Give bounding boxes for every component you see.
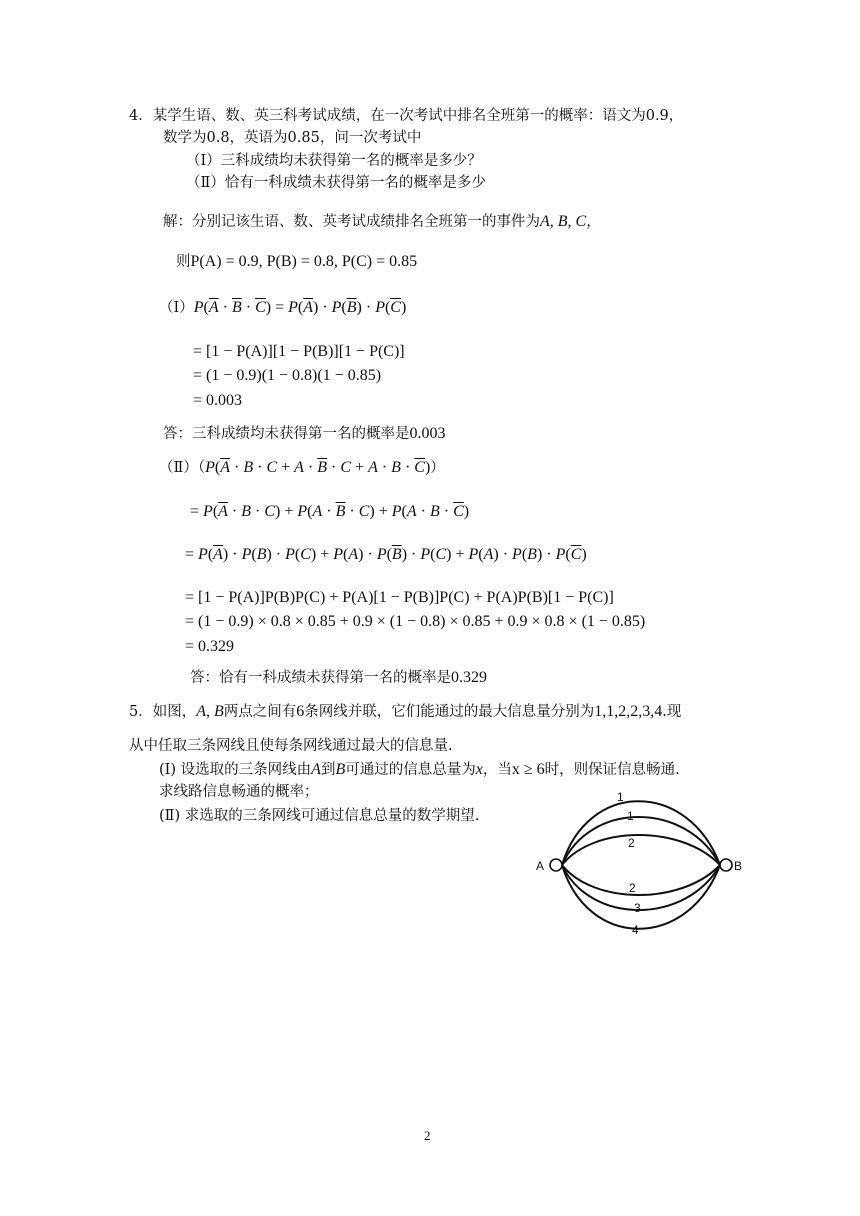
q4-part-2-formula: $(Ⅱ)(P(\overline{A} \cdot B \cdot C + A \cdot \overline{B} \cdot C + A \cdot B \cdot \overline{C}))$ (159, 459, 445, 476)
q4-part-2-step-4: = (1 − 0.9) × 0.8 × 0.85 + 0.9 × (1 − 0.8) × 0.85 + 0.9 × 0.8 × (1 − 0.85) (185, 613, 646, 630)
q4-part-2-step-2: = $P(\overline{A}) \cdot P(B) \cdot P(C) + P(A) \cdot P(\overline{B}) \cdot P(C) + P(A) \cdot P(B) \cdot P(\overline{C})$ (185, 546, 587, 563)
q4-line-1: 4．某学生语、数、英三科考试成绩，在一次考试中排名全班第一的概率：语文为0.9， (129, 108, 684, 124)
wire-6 (562, 865, 720, 929)
q5-part-1-question: (Ⅰ) 设选取的三条网线由A到B可通过的信息总量为x，当x ≥ 6时，则保证信息畅通. (159, 761, 680, 778)
q4-part-2-step-3: = [1 − P(A)]P(B)P(C) + P(A)[1 − P(B)]P(C) + P(A)P(B)[1 − P(C)] (185, 589, 614, 606)
q4-part-2-step-1: = $P(\overline{A} \cdot B \cdot C) + P(A \cdot \overline{B} \cdot C) + P(A \cdot B \cdot \overline{C})$ (190, 503, 470, 520)
q4-given-probabilities: 则P(A) = 0.9, P(B) = 0.8, P(C) = 0.85 (176, 253, 418, 270)
node-a-label: A (536, 859, 545, 873)
q5-part-1-question-cont: 求线路信息畅通的概率； (159, 784, 319, 800)
q4-part-1-question: （Ⅰ）三科成绩均未获得第一名的概率是多少？ (186, 153, 482, 169)
q5-line-1: 5．如图，A, B两点之间有6条网线并联，它们能通过的最大信息量分别为1,1,2,2,3,4.现 (129, 703, 682, 720)
wire-label-1: 1 (617, 790, 624, 804)
node-b-label: B (734, 859, 743, 873)
wire-label-3: 2 (628, 836, 635, 850)
wire-1 (562, 801, 720, 865)
wire-label-4: 2 (629, 881, 636, 895)
q5-line-2: 从中任取三条网线且使每条网线通过最大的信息量. (129, 738, 453, 754)
wire-label-2: 1 (627, 809, 634, 823)
q4-answer-2: 答：恰有一科成绩未获得第一名的概率是0.329 (190, 669, 487, 686)
q4-part-1-formula: $(Ⅰ)P(\overline{A} \cdot \overline{B} \cdot \overline{C}) = P(\overline{A}) \cdot P(\overline{B}) \cdot P(\overline{C})$ (159, 299, 407, 316)
network-diagram (528, 784, 748, 944)
q4-solution-intro: 解：分别记该生语、数、英考试成绩排名全班第一的事件为A, B, C， (163, 213, 601, 230)
node-b (720, 859, 732, 871)
q4-answer-1: 答：三科成绩均未获得第一名的概率是0.003 (163, 425, 446, 442)
q5-part-2-question: (Ⅱ) 求选取的三条网线可通过信息总量的数学期望. (159, 808, 480, 824)
q4-part-1-step-2: = (1 − 0.9)(1 − 0.8)(1 − 0.85) (193, 367, 382, 384)
wire-label-5: 3 (634, 901, 641, 915)
q4-part-1-step-3: = 0.003 (193, 392, 243, 409)
q4-part-2-step-5: = 0.329 (185, 638, 235, 655)
q4-line-2: 数学为0.8，英语为0.85，问一次考试中 (163, 130, 422, 146)
node-a (550, 859, 562, 871)
q4-part-2-question: （Ⅱ）恰有一科成绩未获得第一名的概率是多少 (186, 175, 486, 191)
page-number: 2 (424, 1128, 431, 1143)
q4-part-1-step-1: = [1 − P(A)][1 − P(B)][1 − P(C)] (193, 343, 405, 360)
wire-3 (562, 835, 720, 865)
wire-label-6: 4 (632, 923, 639, 937)
